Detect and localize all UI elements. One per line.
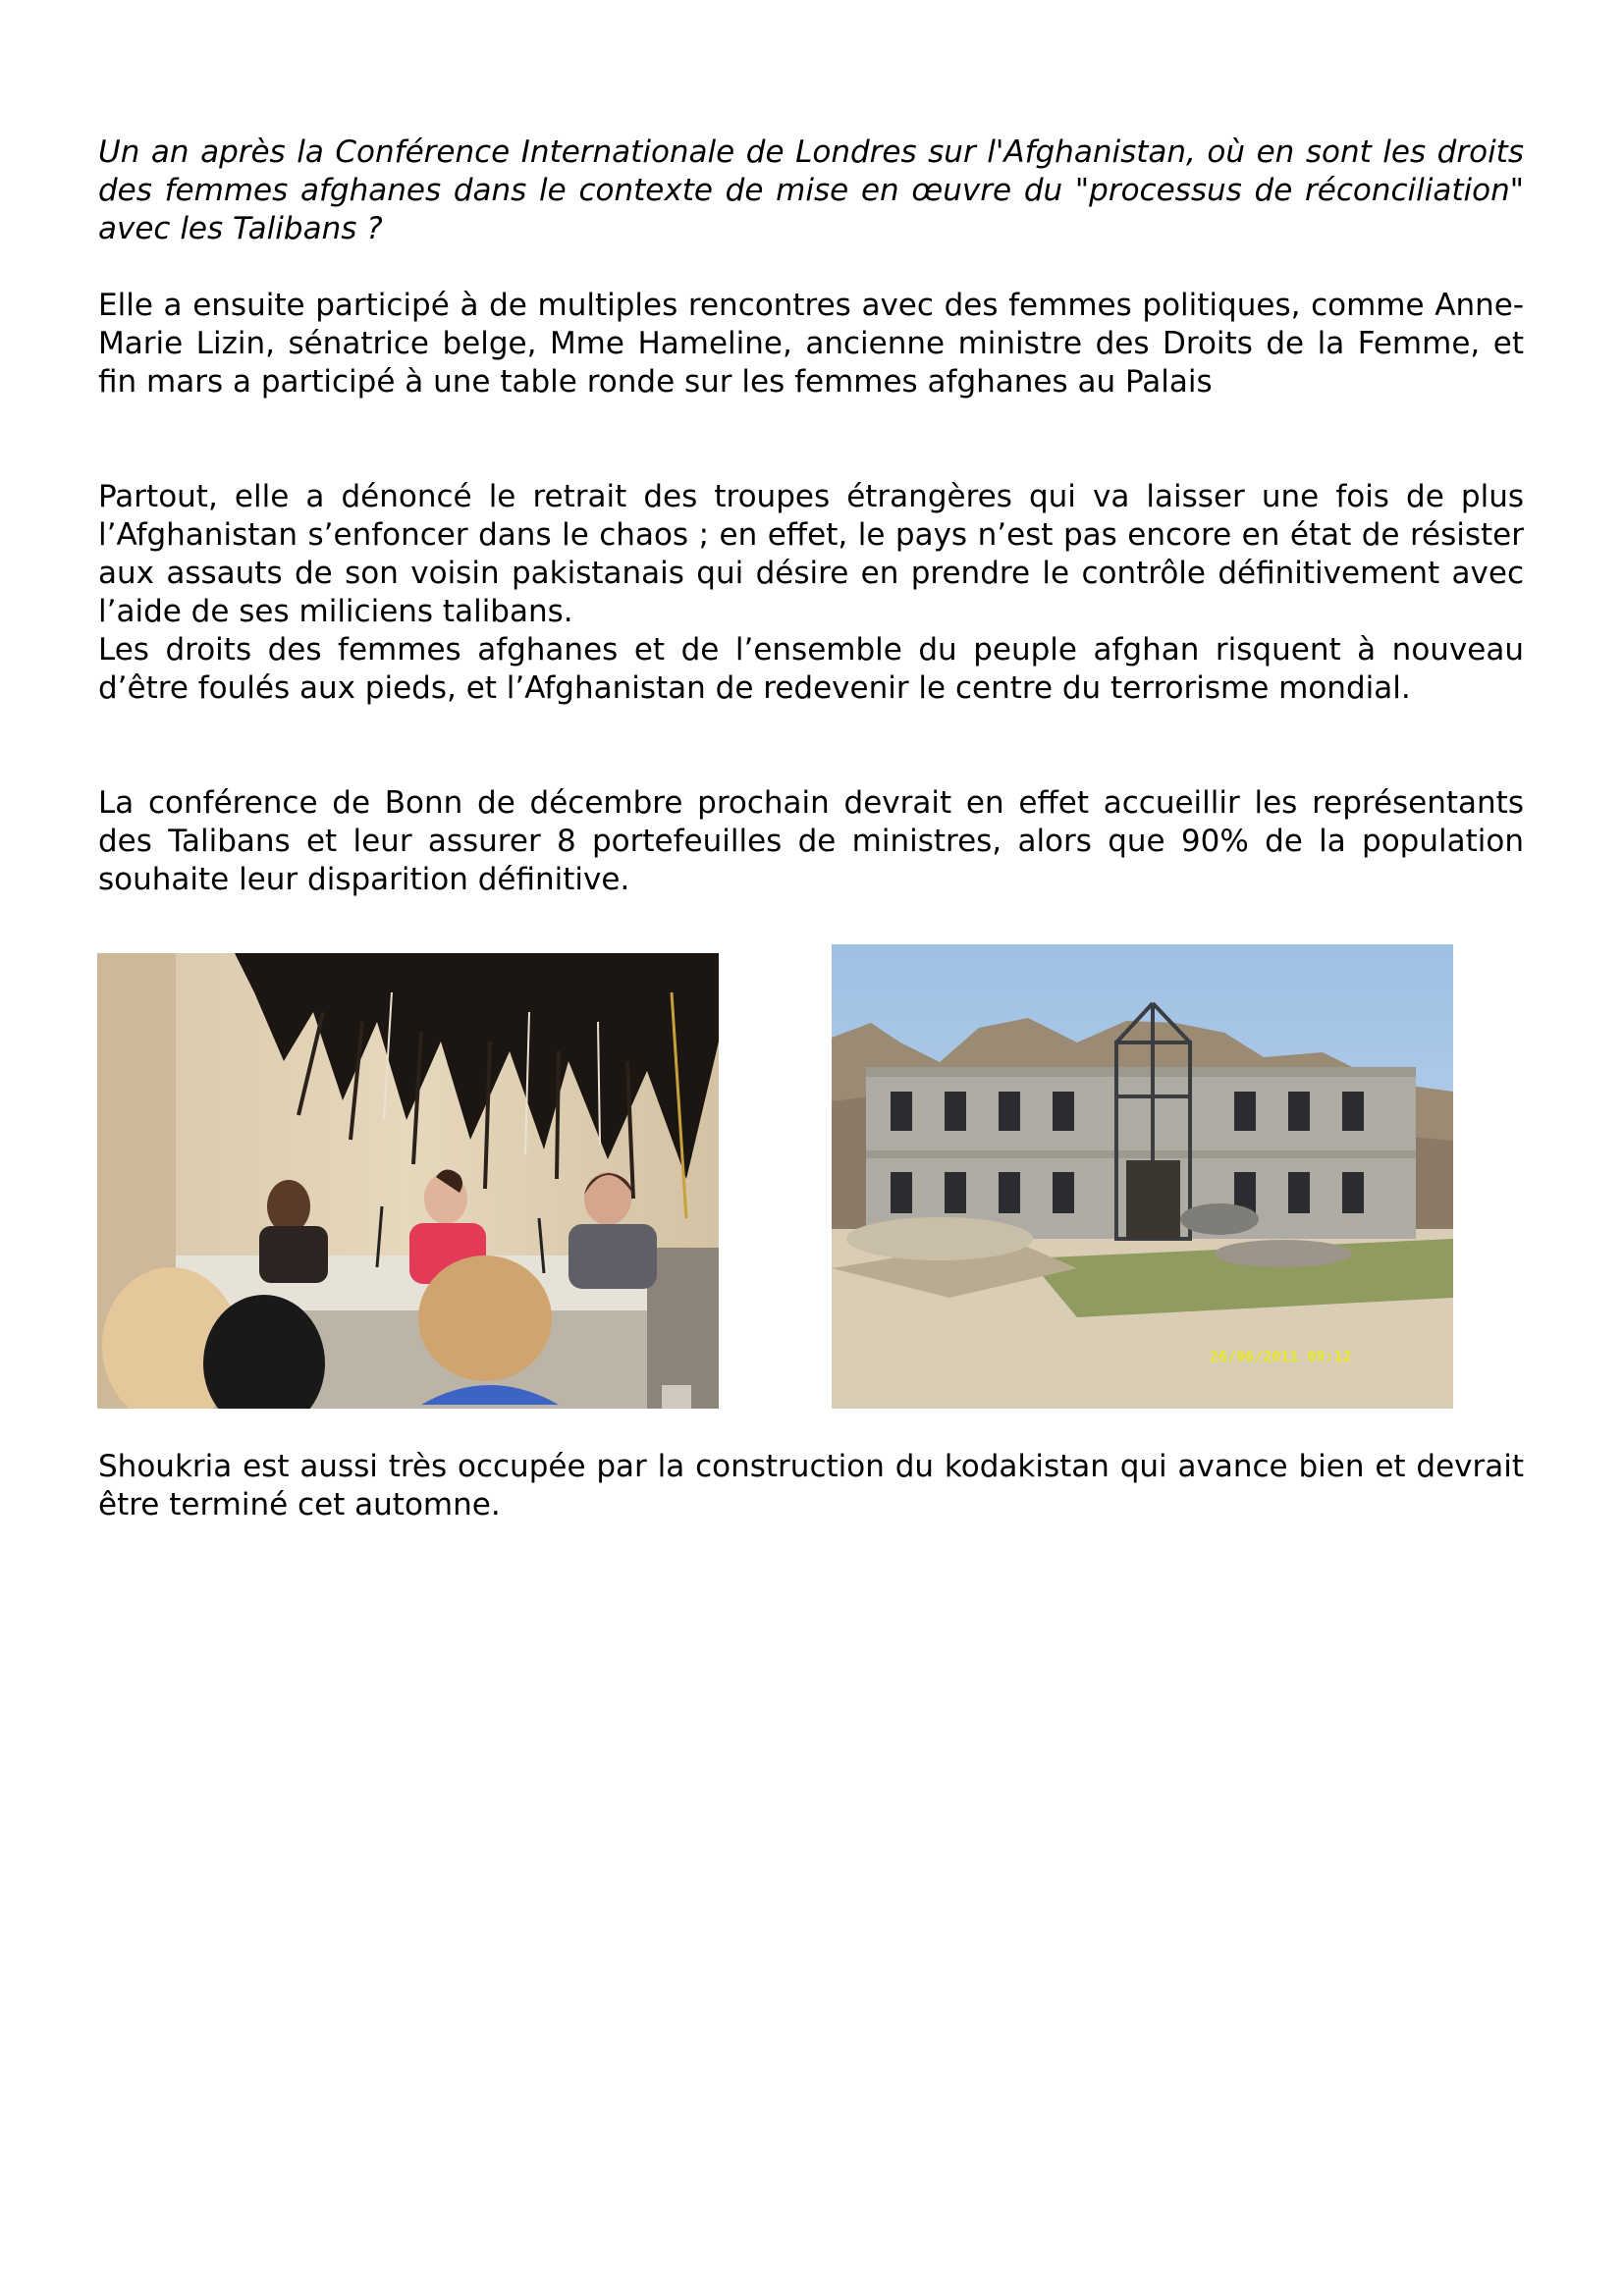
withdrawal-paragraph: Partout, elle a dénoncé le retrait des troupes étrangères qui va laisser une fois de plus l’Afghanistan s’enfoncer dans le chaos ; en effet, le pays n’est pas encore en état de résister aux assauts de son voisin pakistanais qui désire en prendre le contrôle définitivement avec l’aide de ses miliciens talibans. <box>98 479 1524 629</box>
building-illustration <box>832 944 1453 1409</box>
round-table-illustration <box>97 953 719 1409</box>
round-table-photo <box>97 953 719 1409</box>
building-construction-photo <box>832 944 1453 1409</box>
kodakistan-paragraph: Shoukria est aussi très occupée par la construction du kodakistan qui avance bien et devrait être terminé cet automne. <box>98 1449 1524 1522</box>
bonn-paragraph: La conférence de Bonn de décembre prochain devrait en effet accueillir les représentants des Talibans et leur assurer 8 portefeuilles de ministres, alors que 90% de la population souhaite leur disparition définitive. <box>98 785 1524 897</box>
rights-paragraph: Les droits des femmes afghanes et de l’ensemble du peuple afghan risquent à nouveau d’être foulés aux pieds, et l’Afghanistan de redevenir le centre du terrorisme mondial. <box>98 632 1524 706</box>
photo-timestamp: 26/06/2011 09:12 <box>1210 1348 1352 1365</box>
intro-paragraph: Un an après la Conférence Internationale de Londres sur l'Afghanistan, où en sont les droits des femmes afghanes dans le contexte de mise en œuvre du "processus de réconciliation" avec les Talibans ? <box>98 134 1524 246</box>
meetings-paragraph: Elle a ensuite participé à de multiples rencontres avec des femmes politiques, comme Anne-Marie Lizin, sénatrice belge, Mme Hameline, ancienne ministre des Droits de la Femme, et fin mars a participé à une table ronde sur les femmes afghanes au Palais <box>98 288 1524 400</box>
